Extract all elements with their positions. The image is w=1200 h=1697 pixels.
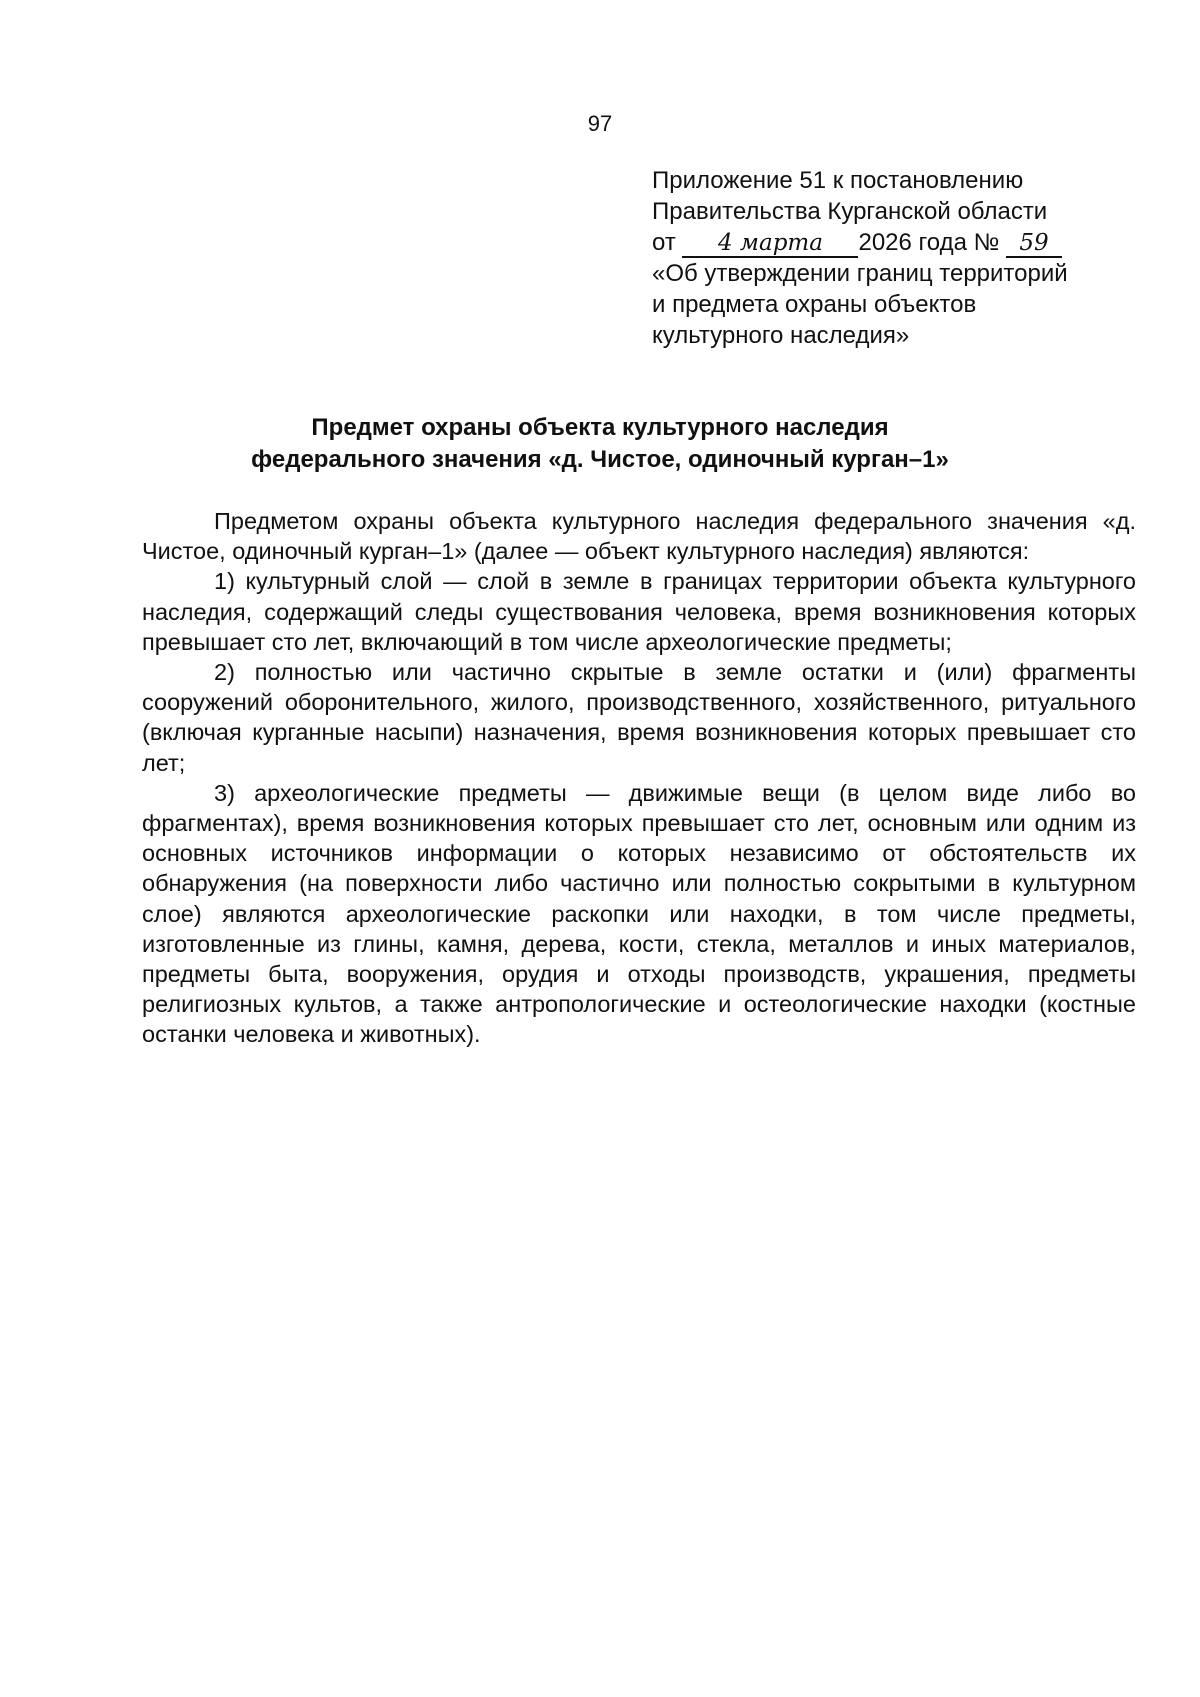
body-paragraph-item-3: 3) археологические предметы — движимые вещи (в целом виде либо во фрагментах), время возникновения которых превышает сто лет, основным или одним из основных источников информации о которых независимо от обстоятельств их обнаружения (на поверхности либо частично или полностью сокрытыми в культурном слое) являются археологические раскопки или находки, в том числе предметы, изготовленные из глины, камня, дерева, кости, стекла, металлов и иных материалов, предметы быта, вооружения, орудия и отходы производств, украшения, предметы религиозных культов, а также антропологические и остеологические находки (костные останки человека и животных). (142, 779, 1136, 1048)
appendix-line-4: «Об утверждении границ территорий (652, 260, 1068, 287)
page-number: 97 (587, 111, 613, 136)
document-title (0, 412, 1200, 476)
title-line-2: федерального значения «д. Чистое, одиночный курган–1» (251, 446, 949, 473)
handwritten-number: 59 (1006, 230, 1062, 258)
appendix-year-label: 2026 года № (858, 229, 1000, 256)
handwritten-date: 4 марта (682, 230, 858, 258)
appendix-line-6: культурного наследия» (652, 322, 910, 349)
title-line-1: Предмет охраны объекта культурного наследия (311, 414, 889, 441)
body-paragraph-item-2: 2) полностью или частично скрытые в земле остатки и (или) фрагменты сооружений оборонительного, жилого, производственного, хозяйственного, ритуального (включая курганные насыпи) назначения, время возникновения которых превышает сто лет; (142, 659, 1136, 776)
appendix-from-label: от (652, 229, 676, 256)
appendix-line-3 (652, 227, 1172, 258)
body-paragraph-item-1: 1) культурный слой — слой в земле в границах территории объекта культурного наследия, содержащий следы существования человека, время возникновения которых превышает сто лет, включающий в том числе археологические предметы; (142, 568, 1136, 655)
appendix-line-1: Приложение 51 к постановлению (652, 167, 1024, 194)
body-paragraph-intro: Предметом охраны объекта культурного наследия федерального значения «д. Чистое, одиночный курган–1» (далее — объект культурного наследия) являются: (142, 508, 1136, 565)
document-body (142, 506, 1136, 1050)
appendix-header (652, 165, 1172, 351)
appendix-line-2: Правительства Курганской области (652, 198, 1048, 225)
appendix-line-5: и предмета охраны объектов (652, 291, 977, 318)
